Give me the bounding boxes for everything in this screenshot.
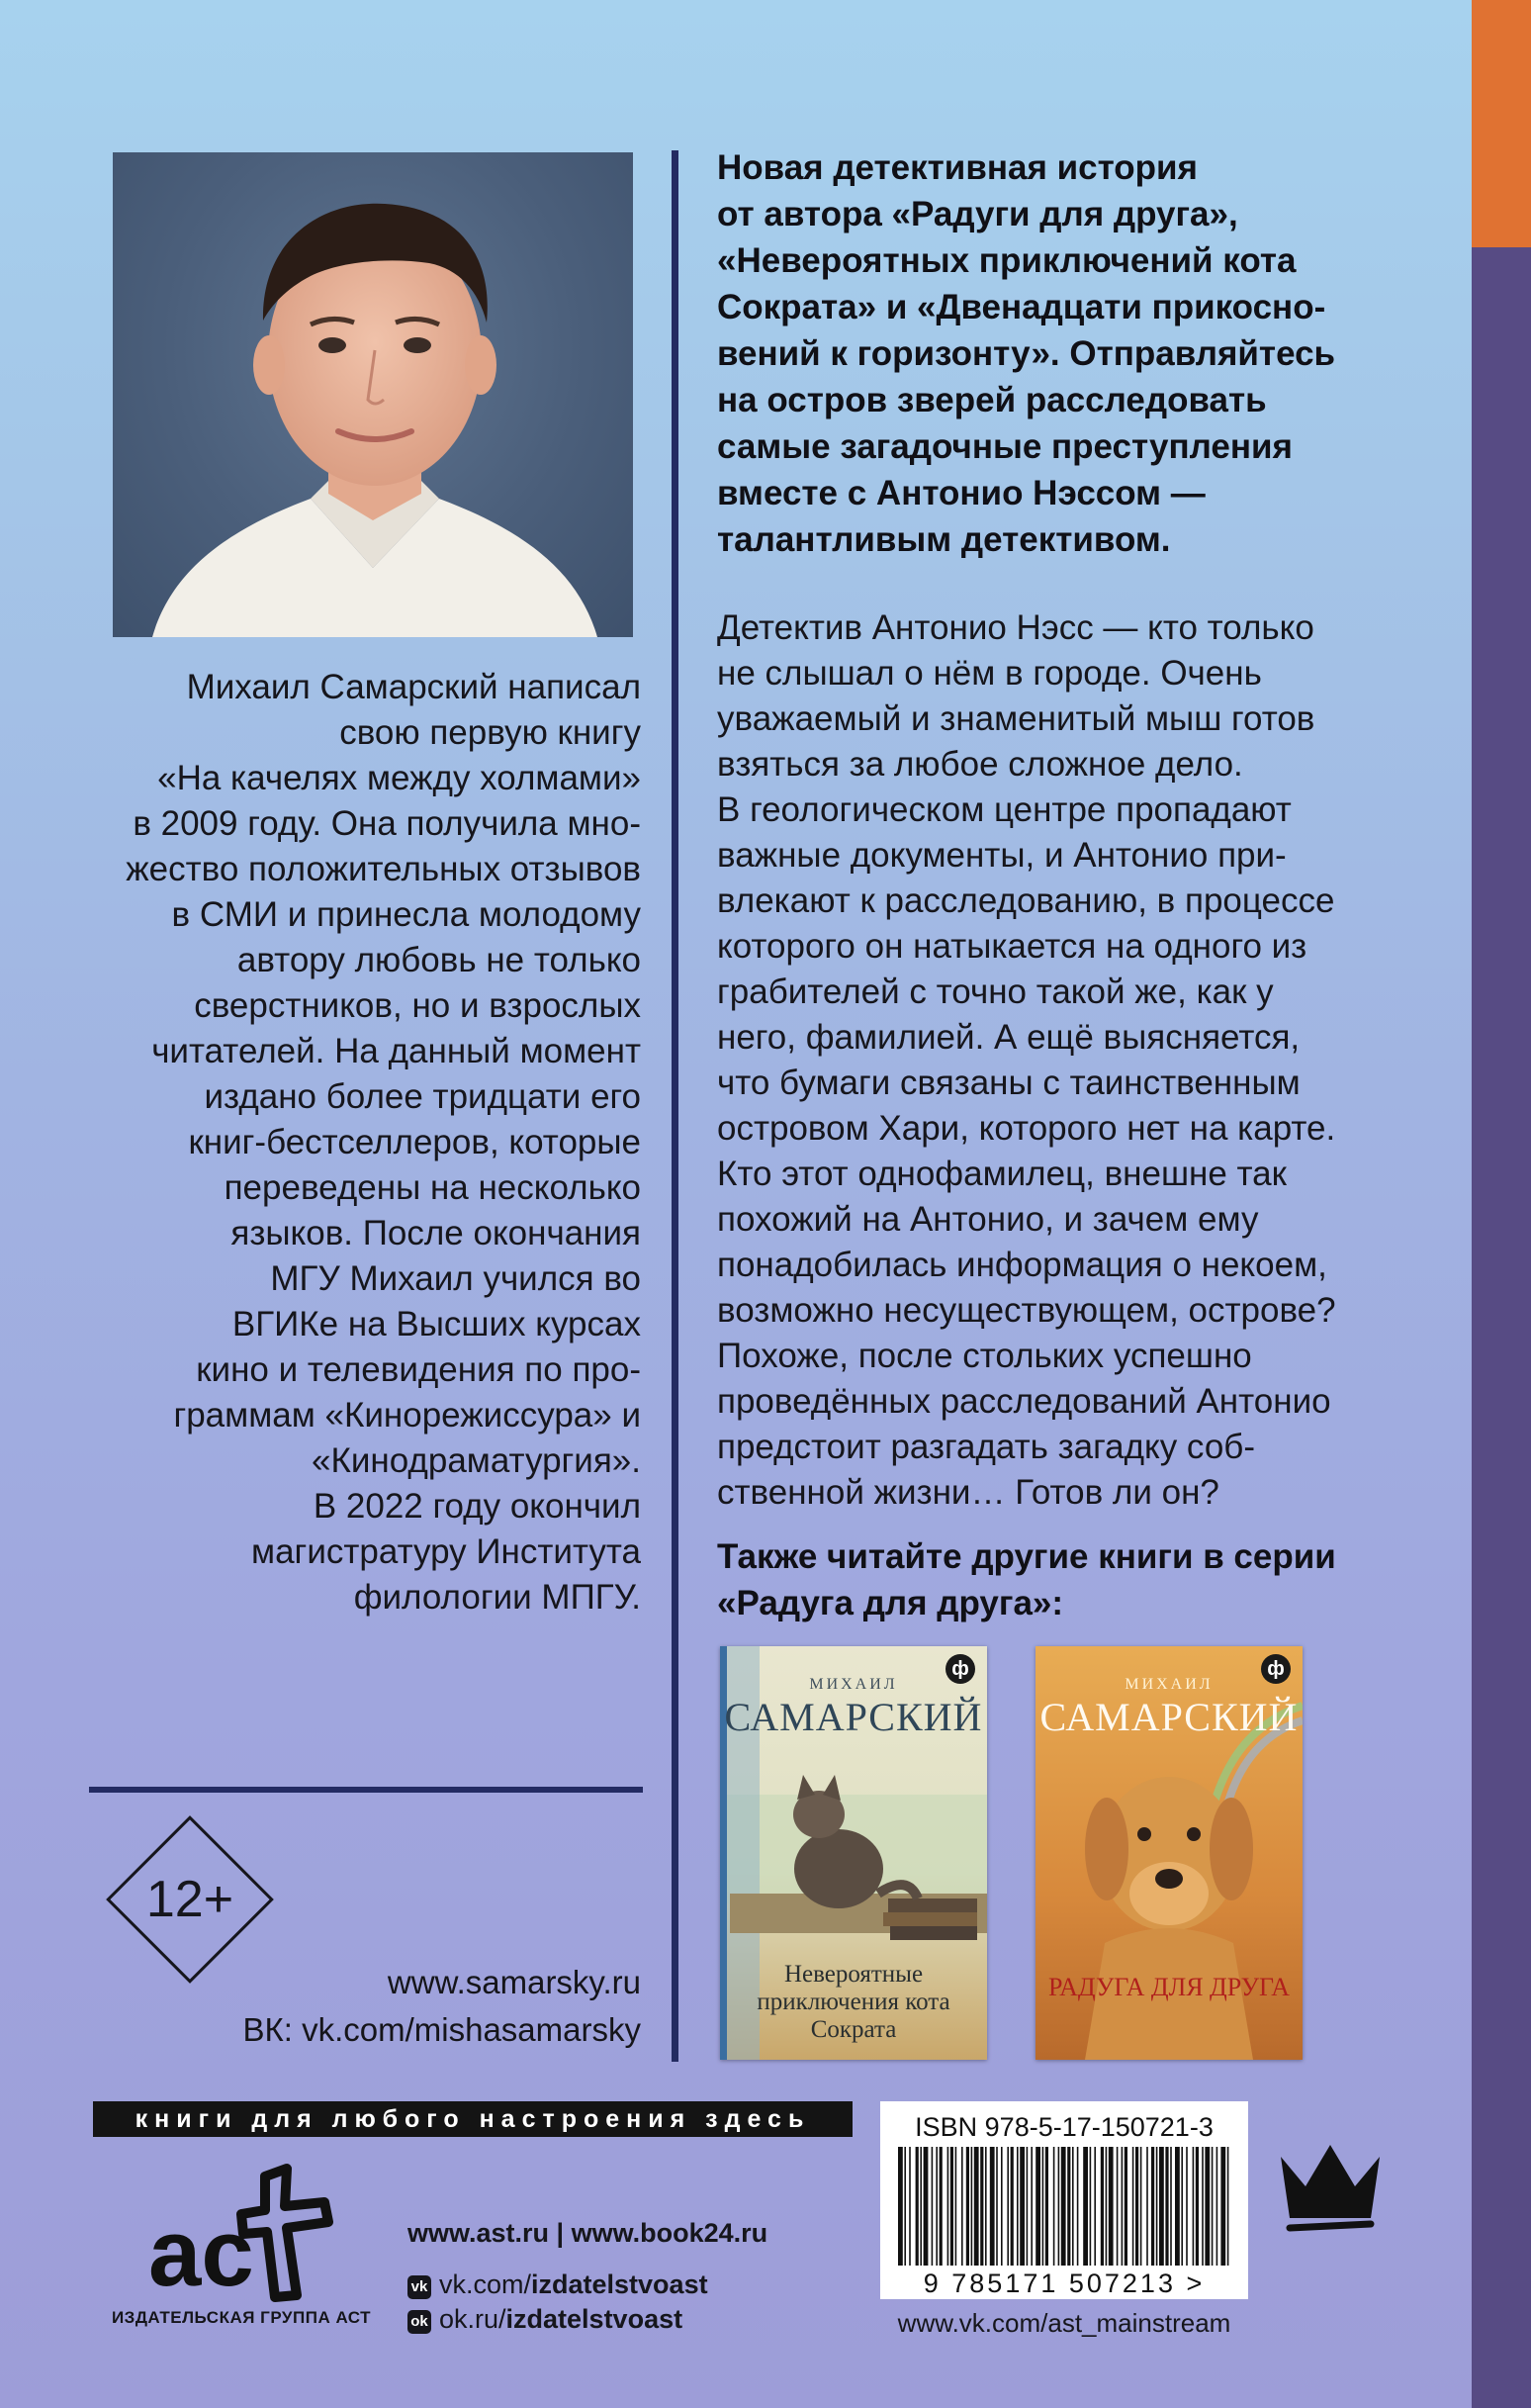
description-line: него, фамилией. А ещё выясняется, — [717, 1018, 1301, 1057]
edge-stripe-purple — [1472, 247, 1531, 2408]
publisher-caption: ИЗДАТЕЛЬСКАЯ ГРУППА АСТ — [111, 2308, 372, 2327]
annotation-line: на остров зверей расследовать — [717, 381, 1267, 419]
description-line: возможно несуществующем, острове? — [717, 1291, 1336, 1330]
barcode-bar — [955, 2147, 957, 2266]
description-line: В геологическом центре пропадают — [717, 790, 1292, 829]
bio-divider — [89, 1787, 643, 1793]
description-line: Детектив Антонио Нэсс — кто только — [717, 608, 1314, 647]
barcode-bar — [1175, 2147, 1180, 2266]
barcode-bar — [1058, 2147, 1060, 2266]
annotation-line: вений к горизонту». Отправляйтесь — [717, 334, 1336, 373]
vk-link-handle: izdatelstvoast — [531, 2269, 708, 2299]
bio-line: в 2009 году. Она получила мно- — [133, 804, 641, 843]
cover-title-line: РАДУГА ДЛЯ ДРУГА — [1048, 1973, 1290, 2001]
barcode-bar — [1227, 2147, 1229, 2266]
bio-line: жество положительных отзывов — [126, 850, 641, 888]
ok-link-handle: izdatelstvoast — [505, 2304, 683, 2334]
barcode-bar — [985, 2147, 987, 2266]
barcode-bar — [1205, 2147, 1210, 2266]
barcode-bar — [1186, 2147, 1188, 2266]
description-line: грабителей с точно такой же, как у — [717, 972, 1274, 1011]
barcode-bar — [1202, 2147, 1204, 2266]
description-line: влекают к расследованию, в процессе — [717, 881, 1335, 920]
barcode-bar — [1159, 2147, 1164, 2266]
bio-line: магистратуру Института — [251, 1532, 641, 1571]
cover-surname: САМАРСКИЙ — [724, 1695, 983, 1739]
barcode-bar — [1036, 2147, 1040, 2266]
book-description — [717, 605, 1429, 1516]
barcode-bar — [1045, 2147, 1048, 2266]
barcode-bar — [990, 2147, 995, 2266]
bio-line: языков. После окончания — [230, 1214, 641, 1252]
barcode-bar — [1132, 2147, 1134, 2266]
bio-line: МГУ Михаил учился во — [270, 1259, 641, 1298]
barcode-bar — [1042, 2147, 1044, 2266]
barcode-bar — [971, 2147, 973, 2266]
barcode-bar — [916, 2147, 919, 2266]
barcode-bar — [1106, 2147, 1108, 2266]
barcode-bar — [904, 2147, 906, 2266]
barcode-bar — [1011, 2147, 1014, 2266]
barcode-bar — [980, 2147, 983, 2266]
ok-link-prefix: ok.ru/ — [439, 2304, 506, 2334]
barcode-bar — [1001, 2147, 1003, 2266]
barcode-bar — [1031, 2147, 1033, 2266]
barcode-bar — [974, 2147, 979, 2266]
cover-title-line: Невероятные — [783, 1961, 924, 1988]
barcode-bar — [1122, 2147, 1124, 2266]
barcode-bar — [1053, 2147, 1055, 2266]
publisher-logo-icon: ф — [946, 1654, 975, 1684]
age-rating — [106, 1815, 274, 1984]
also-read-line: Также читайте другие книги в серии — [717, 1537, 1336, 1576]
description-line: взяться за любое сложное дело. — [717, 745, 1243, 784]
bio-line: читателей. На данный момент — [151, 1032, 641, 1070]
vk-link-prefix: vk.com/ — [439, 2269, 532, 2299]
barcode-bar — [1083, 2147, 1088, 2266]
description-line: предстоит разгадать загадку соб- — [717, 1428, 1255, 1466]
barcode-bar — [1101, 2147, 1104, 2266]
bio-line: кино и телевидения по про- — [196, 1350, 641, 1389]
cover-title — [1036, 1973, 1303, 2002]
barcode-bar — [1125, 2147, 1127, 2266]
cover-title-line: приключения кота — [757, 1989, 950, 2015]
isbn-label: ISBN 978-5-17-150721-3 — [915, 2112, 1214, 2142]
description-line: островом Хари, которого нет на карте. — [717, 1109, 1336, 1148]
description-line: Похоже, после стольких успешно — [717, 1337, 1252, 1375]
crown-icon — [1276, 2137, 1385, 2241]
barcode-bar — [1017, 2147, 1019, 2266]
barcode-bar — [950, 2147, 953, 2266]
barcode-bar — [936, 2147, 938, 2266]
annotation-line: вместе с Антонио Нэссом — — [717, 474, 1206, 512]
bio-line: граммам «Кинорежиссура» и — [173, 1396, 641, 1435]
barcode-bar — [961, 2147, 963, 2266]
description-line: что бумаги связаны с таинственным — [717, 1064, 1301, 1102]
barcode-bar — [1165, 2147, 1168, 2266]
also-read-line: «Радуга для друга»: — [717, 1584, 1064, 1622]
publisher-logo-icon: ф — [1261, 1654, 1291, 1684]
description-line: которого он натыкается на одного из — [717, 927, 1307, 966]
bio-line: сверстников, но и взрослых — [194, 986, 641, 1025]
publisher-links[interactable]: www.ast.ru | www.book24.ru — [407, 2218, 768, 2248]
barcode-bar — [947, 2147, 949, 2266]
description-line: похожий на Антонио, и зачем ему — [717, 1200, 1259, 1239]
bio-line: переведены на несколько — [224, 1168, 641, 1207]
annotation-line: от автора «Радуги для друга», — [717, 195, 1238, 233]
description-line: уважаемый и знаменитый мыш готов — [717, 699, 1315, 738]
tagline-bar: книги для любого настроения здесь — [93, 2101, 853, 2137]
annotation-line: самые загадочные преступления — [717, 427, 1293, 466]
barcode-bar — [1216, 2147, 1218, 2266]
bio-line: филологии МПГУ. — [353, 1578, 641, 1617]
book-cover-rainbow — [1036, 1646, 1303, 2060]
bio-line: автору любовь не только — [236, 941, 641, 979]
barcode-bar — [1151, 2147, 1154, 2266]
cover-author: МИХАИЛ — [1125, 1676, 1214, 1693]
barcode-bar — [1170, 2147, 1172, 2266]
description-line: понадобилась информация о некоем, — [717, 1246, 1327, 1284]
annotation-line: «Невероятных приключений кота — [717, 241, 1297, 280]
barcode-bar — [920, 2147, 922, 2266]
barcode-icon — [898, 2147, 1230, 2266]
bio-line: «Кинодраматургия». — [312, 1441, 641, 1480]
barcode-bar — [1094, 2147, 1096, 2266]
edge-stripe-orange — [1472, 0, 1531, 247]
barcode-bar — [1090, 2147, 1092, 2266]
isbn-barcode-box — [880, 2101, 1248, 2299]
ast-logo-text: ac — [148, 2200, 254, 2305]
description-line: Кто этот однофамилец, внешне так — [717, 1155, 1287, 1193]
bio-line: «На качелях между холмами» — [157, 759, 641, 797]
annotation-line: Сократа» и «Двенадцати прикосно- — [717, 288, 1326, 326]
barcode-bar — [1181, 2147, 1183, 2266]
ast-logo — [148, 2157, 336, 2305]
bio-line: В 2022 году окончил — [313, 1487, 641, 1526]
bio-line: в СМИ и принесла молодому — [171, 895, 641, 934]
description-line: не слышал о нём в городе. Очень — [717, 654, 1262, 693]
bio-line: ВГИКе на Высших курсах — [231, 1305, 641, 1343]
barcode-bar — [1220, 2147, 1225, 2266]
book-cover-socrates — [720, 1646, 987, 2060]
barcode-bar — [1072, 2147, 1074, 2266]
barcode-bar — [1135, 2147, 1138, 2266]
annotation-line: Новая детективная история — [717, 148, 1198, 187]
cover-author: МИХАИЛ — [809, 1676, 898, 1693]
isbn-digits: 9 785171 507213 > — [923, 2269, 1206, 2298]
description-line: важные документы, и Антонио при- — [717, 836, 1287, 875]
barcode-bar — [1077, 2147, 1079, 2266]
vk-mainstream-link[interactable]: www.vk.com/ast_mainstream — [897, 2308, 1231, 2338]
barcode-bar — [996, 2147, 998, 2266]
book-annotation — [717, 144, 1429, 563]
barcode-bar — [1193, 2147, 1195, 2266]
bio-line: издано более тридцати его — [204, 1077, 641, 1116]
author-vk-link[interactable]: ВК: vk.com/mishasamarsky — [242, 2011, 641, 2048]
barcode-bar — [1109, 2147, 1114, 2266]
barcode-bar — [924, 2147, 929, 2266]
cover-surname: САМАРСКИЙ — [1039, 1695, 1299, 1739]
barcode-bar — [1212, 2147, 1214, 2266]
barcode-bar — [1146, 2147, 1148, 2266]
publisher-vk-link[interactable] — [407, 2269, 708, 2300]
vk-icon: vk — [407, 2275, 431, 2299]
bio-line: книг-бестселлеров, которые — [188, 1123, 641, 1161]
barcode-bar — [898, 2147, 903, 2266]
bio-line: свою первую книгу — [339, 713, 641, 752]
bio-line: Михаил Самарский написал — [186, 668, 641, 706]
cover-title — [720, 1961, 987, 2044]
barcode-bar — [932, 2147, 934, 2266]
barcode-bar — [1156, 2147, 1158, 2266]
column-divider — [672, 150, 678, 2062]
barcode-bar — [1067, 2147, 1070, 2266]
author-photo — [113, 152, 633, 637]
barcode-bar — [1007, 2147, 1009, 2266]
ok-icon: ok — [407, 2310, 431, 2334]
description-line: проведённых расследований Антонио — [717, 1382, 1331, 1421]
cover-title-line: Сократа — [810, 2016, 897, 2043]
author-site-link[interactable]: www.samarsky.ru — [387, 1964, 641, 2000]
description-line: ственной жизни… Готов ли он? — [717, 1473, 1219, 1512]
barcode-bar — [1117, 2147, 1119, 2266]
barcode-bar — [966, 2147, 969, 2266]
publisher-ok-link[interactable] — [407, 2303, 682, 2335]
age-rating-label: 12+ — [145, 1871, 234, 1928]
barcode-bar — [1027, 2147, 1029, 2266]
barcode-bar — [909, 2147, 911, 2266]
annotation-line: талантливым детективом. — [717, 520, 1171, 559]
barcode-bar — [1061, 2147, 1066, 2266]
barcode-bar — [1020, 2147, 1025, 2266]
also-read-heading — [717, 1533, 1429, 1626]
barcode-bar — [1140, 2147, 1142, 2266]
barcode-bar — [940, 2147, 943, 2266]
author-bio — [79, 665, 641, 1621]
barcode-bar — [1196, 2147, 1199, 2266]
